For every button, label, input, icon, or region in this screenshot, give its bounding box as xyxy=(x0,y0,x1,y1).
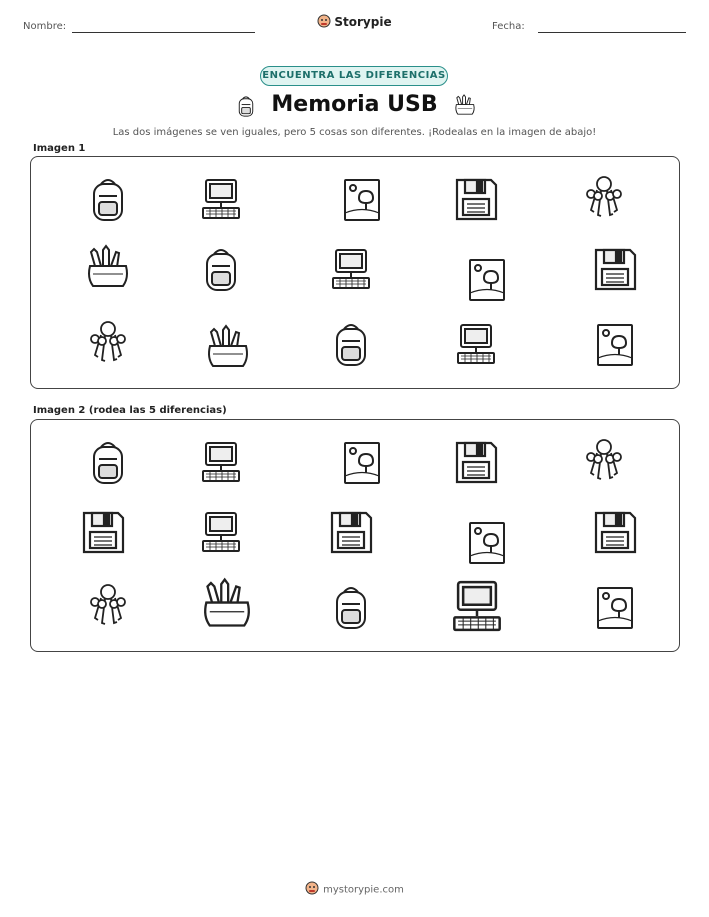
activity-badge: ENCUENTRA LAS DIFERENCIAS xyxy=(260,66,448,86)
image1-label: Imagen 1 xyxy=(33,143,86,154)
computer-icon xyxy=(324,242,378,296)
image2-label: Imagen 2 (rodea las 5 diferencias) xyxy=(33,405,227,416)
pencil-case-icon xyxy=(81,242,135,296)
computer-icon xyxy=(194,172,248,226)
floppy-icon xyxy=(588,242,642,296)
mascot-icon xyxy=(305,881,319,898)
floppy-icon xyxy=(449,172,503,226)
computer-icon[interactable] xyxy=(194,435,248,489)
floppy-icon[interactable] xyxy=(449,435,503,489)
picture-icon[interactable] xyxy=(335,435,389,489)
footer xyxy=(0,881,709,898)
date-label: Fecha: xyxy=(492,21,525,32)
backpack-icon xyxy=(81,172,135,226)
keys-icon xyxy=(577,172,631,226)
backpack-icon xyxy=(194,242,248,296)
backpack-icon xyxy=(324,317,378,371)
mascot-icon xyxy=(317,14,331,31)
date-line[interactable] xyxy=(538,32,686,33)
picture-icon xyxy=(335,172,389,226)
backpack-icon[interactable] xyxy=(324,580,378,634)
picture-icon[interactable] xyxy=(588,580,642,634)
pencil-case-icon xyxy=(452,92,478,120)
floppy-icon[interactable] xyxy=(76,505,130,559)
computer-icon[interactable] xyxy=(443,572,511,640)
pencil-case-icon xyxy=(201,322,255,376)
image2-panel[interactable] xyxy=(30,419,680,652)
picture-icon xyxy=(588,317,642,371)
name-line[interactable] xyxy=(72,32,255,33)
picture-icon[interactable] xyxy=(460,515,514,569)
name-label: Nombre: xyxy=(23,21,67,32)
brand-logo xyxy=(0,14,709,31)
computer-icon xyxy=(449,317,503,371)
instructions: Las dos imágenes se ven iguales, pero 5 cosas son diferentes. ¡Rodealas en la imagen de abajo! xyxy=(112,127,597,138)
picture-icon xyxy=(460,252,514,306)
brand-name: Storypie xyxy=(334,15,392,29)
keys-icon[interactable] xyxy=(577,435,631,489)
floppy-icon[interactable] xyxy=(588,505,642,559)
keys-icon[interactable] xyxy=(81,580,135,634)
image1-panel xyxy=(30,156,680,389)
backpack-icon[interactable] xyxy=(81,435,135,489)
keys-icon xyxy=(81,317,135,371)
footer-url[interactable]: mystorypie.com xyxy=(323,884,404,896)
page-title: Memoria USB xyxy=(271,92,438,117)
computer-icon[interactable] xyxy=(194,505,248,559)
floppy-icon[interactable] xyxy=(324,505,378,559)
pencil-case-icon[interactable] xyxy=(196,575,258,637)
